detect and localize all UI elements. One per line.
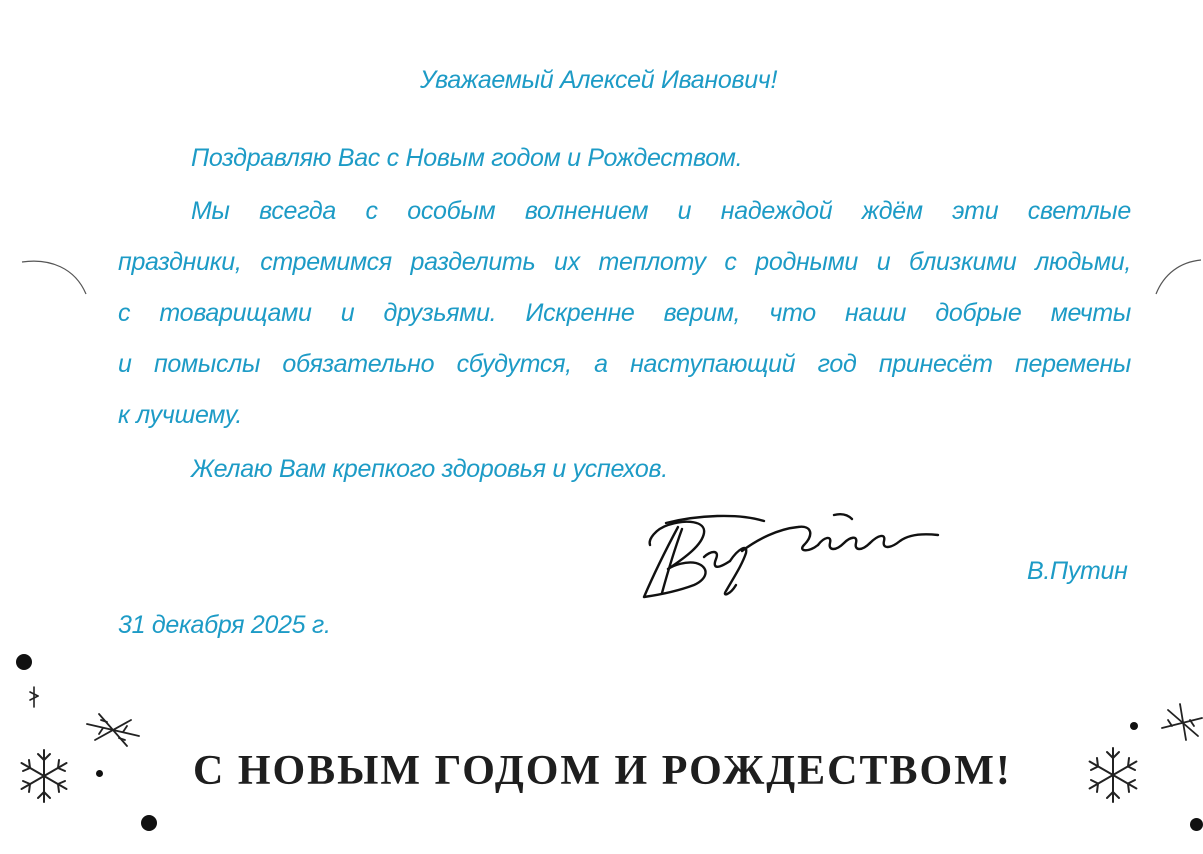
decorative-dot — [1190, 818, 1203, 831]
decorative-dot — [16, 654, 32, 670]
letter-date: 31 декабря 2025 г. — [118, 611, 331, 639]
snowflake-icon — [84, 712, 142, 748]
paragraph-line: к лучшему. — [118, 401, 243, 429]
paragraph-line: и помыслы обязательно сбудутся, а наступающий год принесёт перемены — [118, 350, 1131, 378]
decorative-dot — [1130, 722, 1138, 730]
paragraph-line: праздники, стремимся разделить их теплоту с родными и близкими людьми, — [118, 248, 1131, 276]
paragraph-line: Мы всегда с особым волнением и надеждой ждём эти светлые — [191, 197, 1131, 225]
signature-icon — [638, 505, 948, 605]
paragraph-line: с товарищами и друзьями. Искренне верим, что наши добрые мечты — [118, 299, 1131, 327]
snowflake-icon — [1082, 744, 1144, 806]
left-fold-mark — [20, 250, 90, 300]
greeting-line: Уважаемый Алексей Иванович! — [420, 66, 778, 94]
decorative-dot — [96, 770, 103, 777]
decorative-dot — [141, 815, 157, 831]
congratulation-line: Поздравляю Вас с Новым годом и Рождеством. — [191, 144, 743, 172]
snowflake-icon — [28, 686, 40, 708]
right-fold-mark — [1150, 252, 1203, 302]
wishes-line: Желаю Вам крепкого здоровья и успехов. — [191, 455, 668, 483]
signer-name: В.Путин — [1027, 557, 1128, 585]
snowflake-icon — [14, 746, 74, 806]
holiday-banner: С НОВЫМ ГОДОМ И РОЖДЕСТВОМ! — [193, 748, 1012, 794]
snowflake-icon — [1160, 702, 1203, 742]
